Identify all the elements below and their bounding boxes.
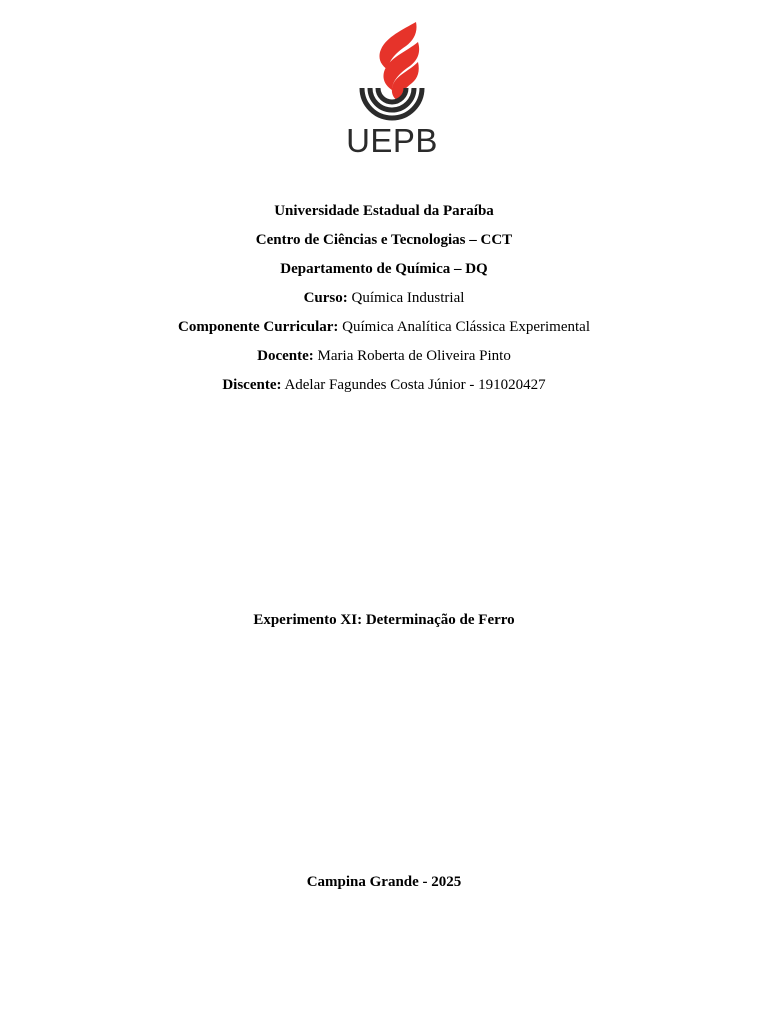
center-name: Centro de Ciências e Tecnologias – CCT [255,232,513,248]
institution-header [0,200,768,403]
component-value: Química Analítica Clássica Experimental [342,319,590,335]
student-label: Discente: [222,377,282,393]
teacher-value: Maria Roberta de Oliveira Pinto [317,348,511,364]
component-line [0,316,768,345]
student-line [0,374,768,403]
university-name: Universidade Estadual da Paraíba [274,203,494,219]
uepb-logo [340,18,450,160]
logo-text: UEPB [346,122,438,159]
course-value: Química Industrial [351,290,465,306]
teacher-line [0,345,768,374]
course-line [0,287,768,316]
teacher-label: Docente: [257,348,314,364]
student-value: Adelar Fagundes Costa Júnior - 191020427 [284,377,546,393]
footer-city-year: Campina Grande - 2025 [306,874,462,890]
document-title: Experimento XI: Determinação de Ferro [253,612,515,628]
uepb-flame-logo-icon [340,18,444,122]
component-label: Componente Curricular: [178,319,339,335]
department-name: Departamento de Química – DQ [280,261,488,277]
course-label: Curso: [303,290,348,306]
